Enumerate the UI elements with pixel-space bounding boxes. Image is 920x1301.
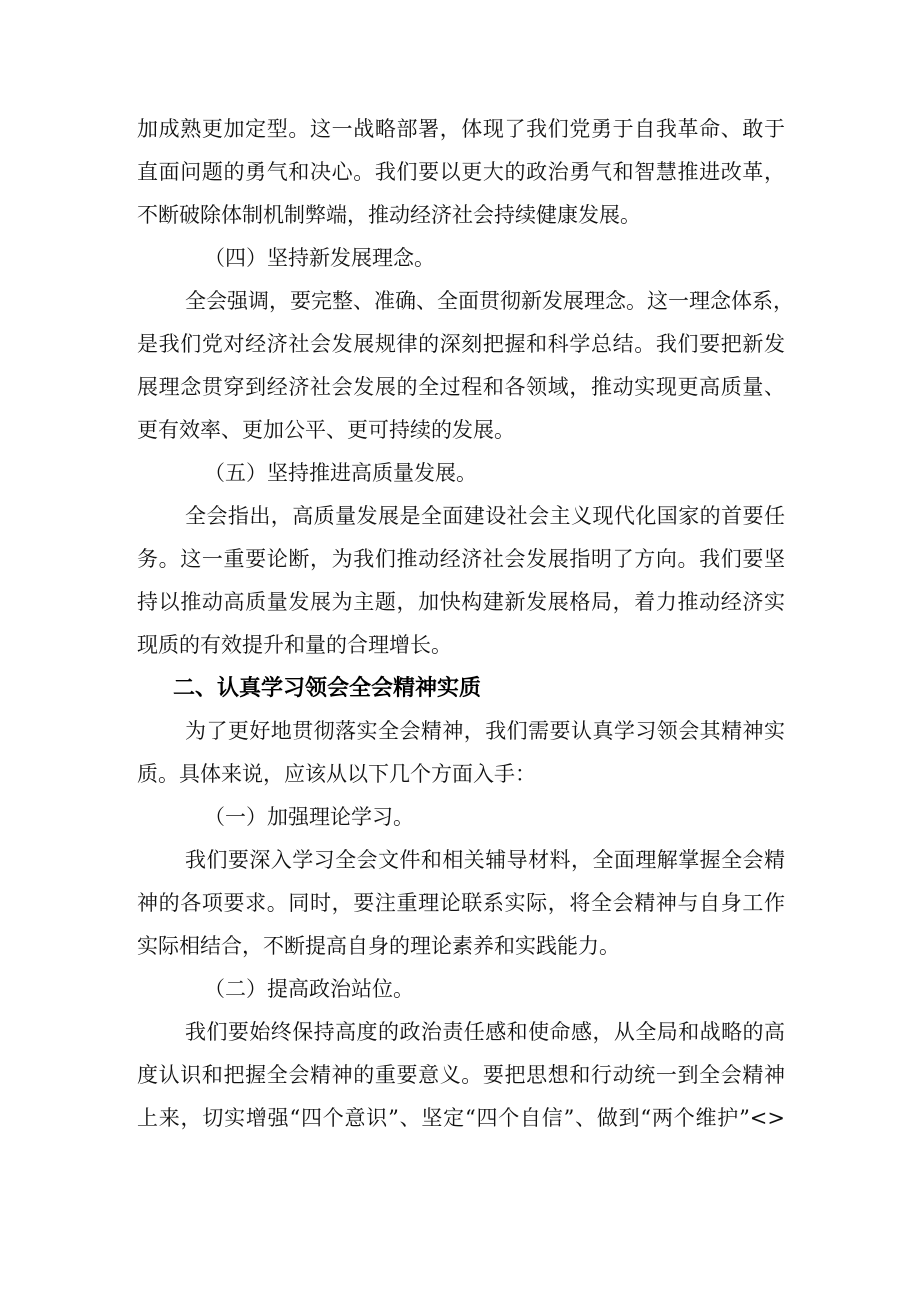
paragraph-line: 上来，切实增强“四个意识”、坚定“四个自信”、做到“两个维护”<> — [137, 1106, 785, 1130]
paragraph-first-line: 我们要始终保持高度的政治责任感和使命感，从全局和战略的高 — [185, 1020, 785, 1044]
paragraph-last-line: 不断破除体制机制弊端，推动经济社会持续健康发展。 — [137, 203, 641, 227]
paragraph-last-line: 现质的有效提升和量的合理增长。 — [137, 633, 452, 657]
subsection-heading: （二）提高政治站位。 — [204, 977, 414, 1001]
paragraph-last-line: 更有效率、更加公平、更可持续的发展。 — [137, 418, 515, 442]
paragraph-line: 务。这一重要论断，为我们推动经济社会发展指明了方向。我们要坚 — [137, 547, 785, 571]
paragraph-first-line: 我们要深入学习全会文件和相关辅导材料，全面理解掌握全会精 — [185, 848, 785, 872]
section-heading: 二、认真学习领会全会精神实质 — [173, 676, 482, 701]
paragraph-line: 神的各项要求。同时，要注重理论联系实际，将全会精神与自身工作 — [137, 891, 785, 915]
paragraph-line: 持以推动高质量发展为主题，加快构建新发展格局，着力推动经济实 — [137, 590, 785, 614]
paragraph-line: 展理念贯穿到经济社会发展的全过程和各领域，推动实现更高质量、 — [137, 375, 785, 399]
paragraph-last-line: 质。具体来说，应该从以下几个方面入手： — [137, 762, 536, 786]
paragraph-line: 加成熟更加定型。这一战略部署，体现了我们党勇于自我革命、敢于 — [137, 117, 785, 141]
subsection-heading: （一）加强理论学习。 — [204, 805, 414, 829]
paragraph-first-line: 全会强调，要完整、准确、全面贯彻新发展理念。这一理念体系， — [185, 289, 794, 313]
paragraph-first-line: 全会指出，高质量发展是全面建设社会主义现代化国家的首要任 — [185, 504, 785, 528]
document-body — [137, 108, 794, 1140]
paragraph-first-line: 为了更好地贯彻落实全会精神，我们需要认真学习领会其精神实 — [185, 719, 785, 743]
paragraph-line: 是我们党对经济社会发展规律的深刻把握和科学总结。我们要把新发 — [137, 332, 785, 356]
paragraph-last-line: 实际相结合，不断提高自身的理论素养和实践能力。 — [137, 934, 620, 958]
paragraph-line: 直面问题的勇气和决心。我们要以更大的政治勇气和智慧推进改革， — [137, 160, 785, 184]
subsection-heading: （五）坚持推进高质量发展。 — [204, 461, 477, 485]
paragraph-line: 度认识和把握全会精神的重要意义。要把思想和行动统一到全会精神 — [137, 1063, 785, 1087]
subsection-heading: （四）坚持新发展理念。 — [204, 246, 435, 270]
